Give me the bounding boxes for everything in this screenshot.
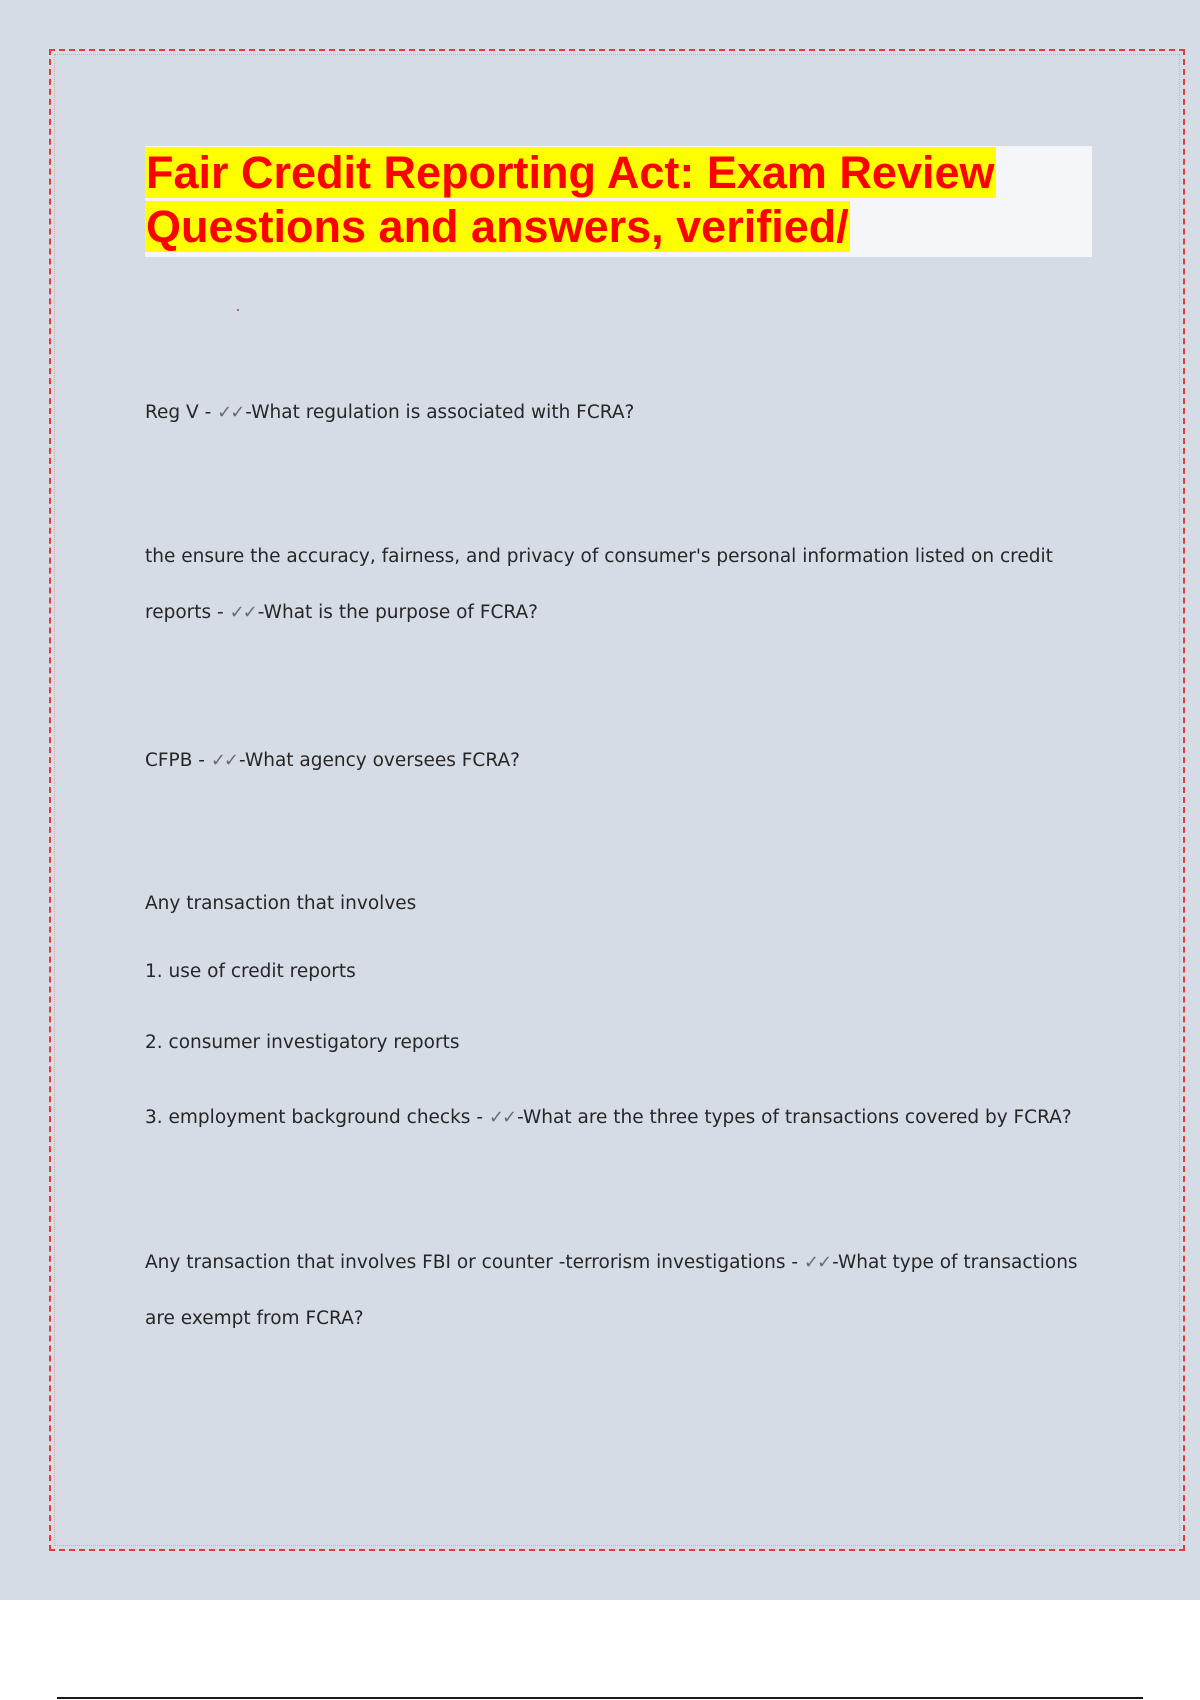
question-text: -What is the purpose of FCRA? — [257, 602, 538, 623]
qa-item-2-line-2 — [145, 601, 538, 625]
answer-text: Any transaction that involves — [145, 893, 417, 914]
qa-item-4-line-3 — [145, 1031, 459, 1055]
double-check-icon: ✓✓ — [217, 402, 244, 423]
qa-item-1 — [145, 401, 634, 425]
qa-item-4-line-2 — [145, 960, 356, 984]
answer-text: 2. consumer investigatory reports — [145, 1032, 460, 1053]
footer-rule — [57, 1697, 1143, 1699]
double-check-icon: ✓✓ — [488, 1107, 516, 1128]
answer-text: the ensure the accuracy, fairness, and privacy of consumer's personal information listed on credit — [145, 546, 1053, 567]
double-check-icon: ✓✓ — [803, 1252, 831, 1273]
qa-item-3 — [145, 749, 520, 773]
qa-item-5-line-1 — [145, 1251, 1078, 1275]
answer-text: Any transaction that involves FBI or counter -terrorism investigations - — [145, 1252, 804, 1273]
qa-item-4-line-4 — [145, 1106, 1072, 1130]
title-line-1: Fair Credit Reporting Act: Exam Review — [146, 147, 995, 198]
title-line-2: Questions and answers, verified/ — [146, 201, 849, 252]
question-text: -What agency oversees FCRA? — [239, 750, 520, 771]
question-text: -What are the three types of transactions covered by FCRA? — [517, 1107, 1072, 1128]
double-check-icon: ✓✓ — [210, 750, 238, 771]
answer-text: reports - — [145, 602, 230, 623]
question-text: are exempt from FCRA? — [145, 1308, 364, 1329]
qa-item-5-line-2 — [145, 1307, 364, 1331]
answer-text: Reg V - — [145, 402, 218, 423]
qa-item-2-line-1 — [145, 545, 1053, 569]
document-title — [145, 146, 1095, 254]
answer-text: 1. use of credit reports — [145, 961, 356, 982]
question-text: -What type of transactions — [832, 1252, 1078, 1273]
qa-item-4-line-1 — [145, 892, 416, 916]
double-check-icon: ✓✓ — [229, 602, 256, 623]
answer-text: CFPB - — [145, 750, 211, 771]
answer-text: 3. employment background checks - — [145, 1107, 489, 1128]
stray-dot — [237, 309, 239, 311]
question-text: -What regulation is associated with FCRA? — [245, 402, 635, 423]
